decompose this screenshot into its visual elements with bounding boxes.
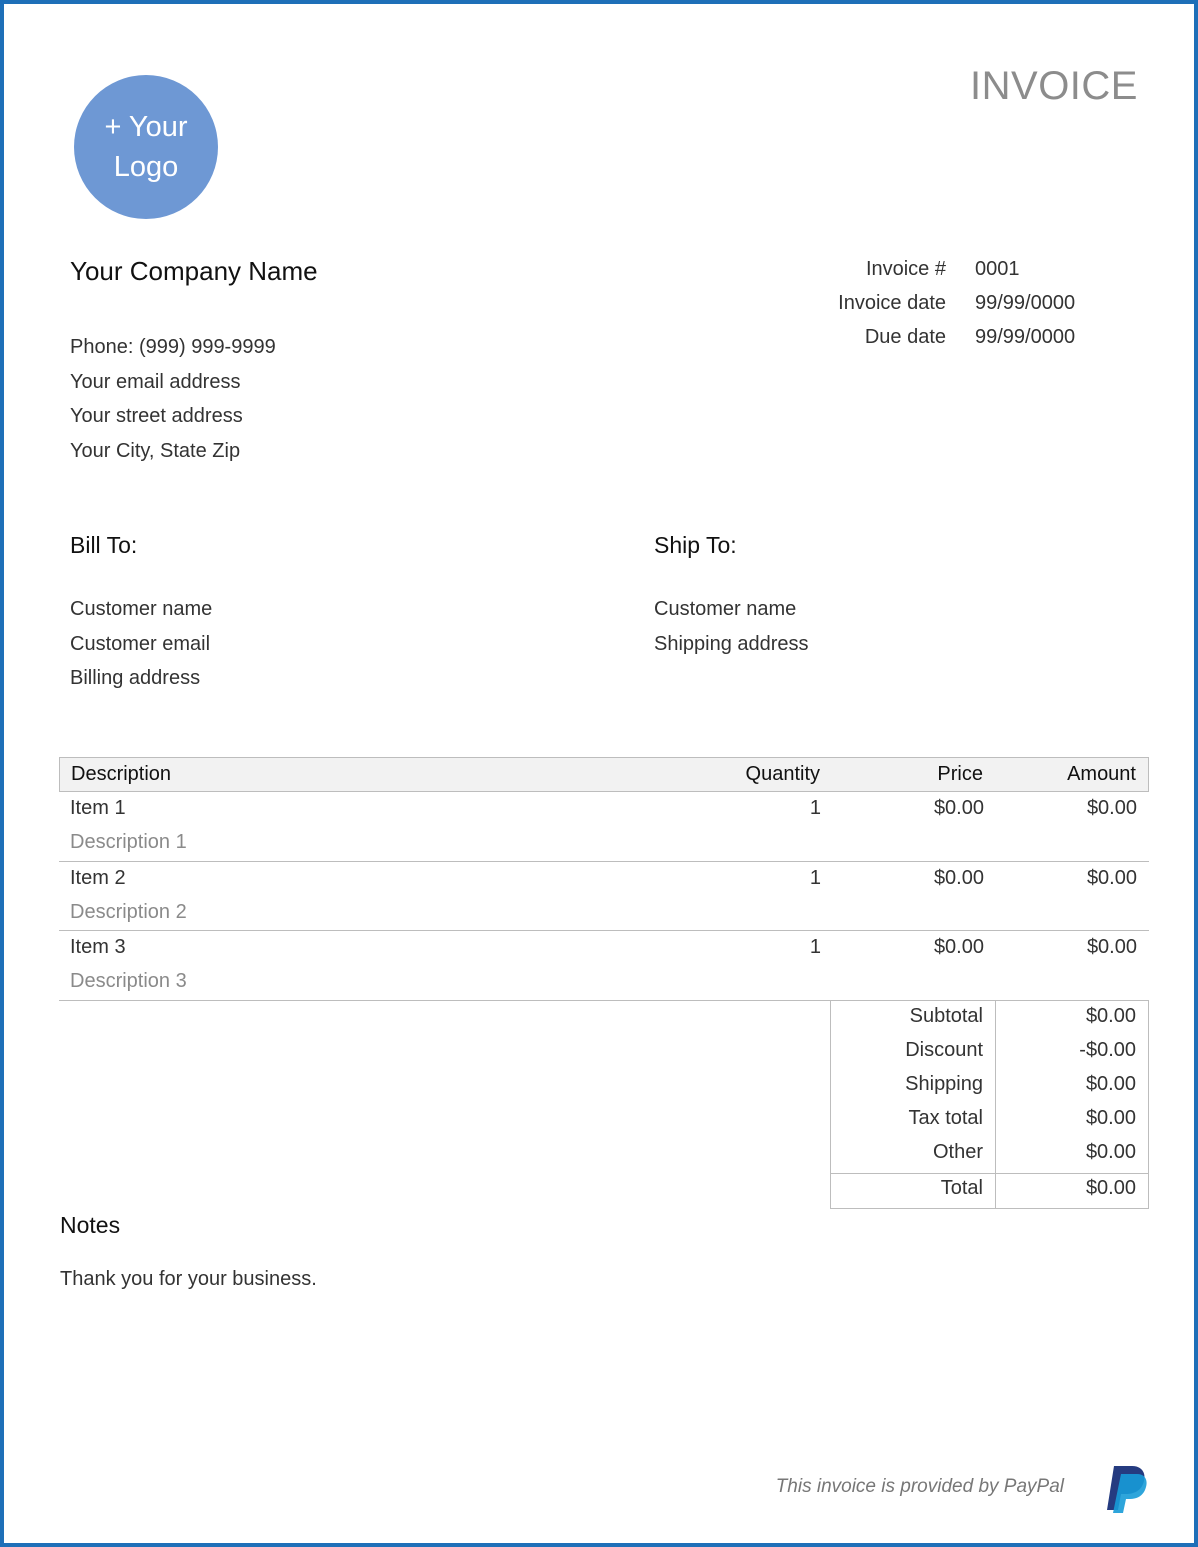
tax-label: Tax total	[908, 1107, 983, 1129]
ship-to-block	[654, 592, 809, 661]
tax-value: $0.00	[1085, 1107, 1136, 1129]
invoice-meta-values	[975, 252, 1075, 354]
header-amount: Amount	[1067, 763, 1136, 785]
notes-heading: Notes	[60, 1212, 121, 1238]
table-row	[59, 862, 1149, 932]
company-name: Your Company Name	[70, 256, 318, 286]
invoice-title: INVOICE	[970, 64, 1138, 108]
total-row	[831, 1173, 1148, 1207]
table-row	[59, 792, 1149, 862]
item-quantity: 1	[809, 866, 821, 889]
items-table	[59, 757, 1149, 1001]
total-value: $0.00	[1085, 1177, 1136, 1199]
bill-to-address: Billing address	[70, 667, 201, 689]
company-email: Your email address	[70, 370, 241, 393]
discount-label: Discount	[905, 1039, 983, 1061]
header-price: Price	[937, 763, 983, 785]
item-quantity: 1	[809, 936, 821, 958]
invoice-date-label: Invoice date	[838, 292, 946, 314]
bill-to-heading: Bill To:	[70, 532, 138, 558]
bill-to-email: Customer email	[70, 632, 211, 655]
company-street: Your street address	[70, 405, 243, 427]
shipping-label: Shipping	[905, 1073, 983, 1095]
item-description: Description 3	[70, 970, 187, 992]
subtotal-label: Subtotal	[909, 1005, 983, 1027]
item-name: Item 2	[70, 866, 126, 889]
ship-to-name: Customer name	[654, 598, 797, 620]
bill-to-name: Customer name	[70, 598, 213, 620]
invoice-number: 0001	[975, 258, 1020, 280]
discount-row	[831, 1035, 1148, 1069]
invoice-number-label: Invoice #	[865, 258, 946, 280]
item-price: $0.00	[933, 866, 984, 889]
company-contact	[70, 330, 276, 468]
notes-text: Thank you for your business.	[60, 1268, 317, 1290]
item-description: Description 2	[70, 900, 187, 923]
due-date: 99/99/0000	[975, 326, 1076, 348]
item-quantity: 1	[809, 797, 821, 819]
item-amount: $0.00	[1086, 866, 1137, 889]
ship-to-heading: Ship To:	[654, 532, 737, 558]
totals-table	[830, 1001, 1149, 1209]
shipping-value: $0.00	[1085, 1073, 1136, 1095]
logo-line-1: + Your	[104, 111, 188, 143]
other-value: $0.00	[1085, 1141, 1136, 1163]
subtotal-value: $0.00	[1085, 1005, 1136, 1027]
invoice-date: 99/99/0000	[975, 292, 1076, 314]
item-price: $0.00	[933, 797, 984, 819]
total-label: Total	[940, 1177, 983, 1199]
subtotal-row	[831, 1001, 1148, 1035]
item-price: $0.00	[933, 936, 984, 958]
other-label: Other	[932, 1141, 983, 1163]
due-date-label: Due date	[864, 326, 946, 348]
ship-to-address: Shipping address	[654, 632, 809, 655]
item-name: Item 1	[70, 797, 126, 819]
header-quantity: Quantity	[745, 763, 820, 785]
discount-value: -$0.00	[1079, 1039, 1136, 1061]
company-phone: Phone: (999) 999-9999	[70, 336, 276, 358]
other-row	[831, 1137, 1148, 1171]
logo-line-2: Logo	[113, 151, 179, 183]
header-description: Description	[71, 763, 172, 785]
item-description: Description 1	[70, 831, 187, 853]
table-row	[59, 931, 1149, 1001]
item-amount: $0.00	[1086, 936, 1137, 958]
company-city: Your City, State Zip	[70, 439, 241, 462]
footer-paypal-text: This invoice is provided by PayPal	[775, 1476, 1064, 1497]
item-name: Item 3	[70, 936, 126, 958]
tax-row	[831, 1103, 1148, 1137]
items-table-header	[59, 757, 1149, 792]
logo-placeholder[interactable]	[74, 75, 218, 219]
paypal-icon	[1104, 1464, 1148, 1514]
item-amount: $0.00	[1086, 797, 1137, 819]
shipping-row	[831, 1069, 1148, 1103]
bill-to-block	[70, 592, 212, 696]
invoice-meta-labels	[838, 252, 946, 354]
